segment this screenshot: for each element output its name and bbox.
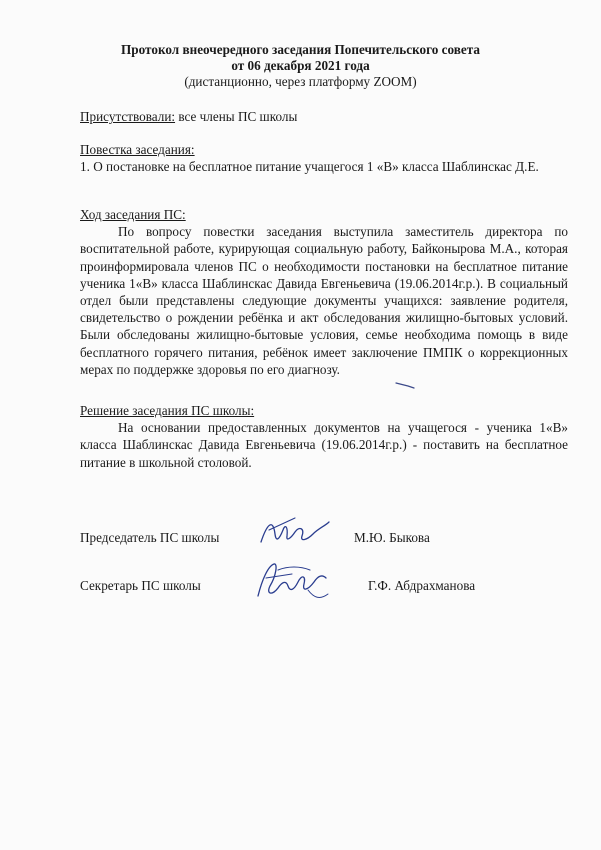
scan-mark bbox=[394, 380, 418, 390]
document-date: от 06 декабря 2021 года bbox=[231, 58, 370, 73]
attendance-section bbox=[80, 108, 568, 125]
chair-role: Председатель ПС школы bbox=[80, 530, 220, 545]
agenda-item bbox=[80, 158, 568, 175]
attendance-label: Присутствовали: bbox=[80, 109, 176, 124]
proceedings-section bbox=[80, 206, 568, 378]
agenda-section bbox=[80, 141, 568, 175]
agenda-item-text: О постановке на бесплатное питание учащегося 1 «В» класса Шаблинскас Д.Е. bbox=[93, 159, 539, 175]
proceedings-text: По вопросу повестки заседания выступила заместитель директора по воспитательной работе, курирующая социальную работу, Байконырова М.А., которая проинформировала членов ПС о необходимости постановки на бесплатное питание ученика 1«В» класса Шаблинскас Давида Евгеньевича (19.06.2014г.р.). В социальный отдел были представлены следующие документы учащихся: заявление родителя, свидетельство о рождении ребёнка и акт обследования жилищно-бытовых условий. Были обследованы жилищно-бытовые условия, семье необходима помощь в виде бесплатного горячего питания, ребёнок имеет заключение ПМПК о коррекционных мерах по поддержке здоровья по его диагнозу. bbox=[80, 224, 568, 377]
secretary-signature bbox=[248, 556, 338, 606]
agenda-label: Повестка заседания: bbox=[80, 142, 195, 157]
chair-name: М.Ю. Быкова bbox=[354, 530, 430, 545]
document-subtitle: (дистанционно, через платформу ZOOM) bbox=[184, 74, 417, 89]
proceedings-label: Ход заседания ПС: bbox=[80, 207, 186, 222]
agenda-item-number: 1. bbox=[80, 159, 90, 175]
decision-text: На основании предоставленных документов на учащегося - ученика 1«В» класса Шаблинскас Давида Евгеньевича (19.06.2014г.р.) - поставить на бесплатное питание в школьной столовой. bbox=[80, 420, 568, 470]
secretary-role: Секретарь ПС школы bbox=[80, 578, 201, 593]
attendance-text: все члены ПС школы bbox=[175, 109, 298, 124]
document-title: Протокол внеочередного заседания Попечительского совета bbox=[121, 42, 480, 57]
decision-label: Решение заседания ПС школы: bbox=[80, 403, 255, 418]
secretary-name: Г.Ф. Абдрахманова bbox=[368, 578, 476, 593]
chair-signature bbox=[255, 512, 335, 552]
decision-section bbox=[80, 402, 568, 471]
